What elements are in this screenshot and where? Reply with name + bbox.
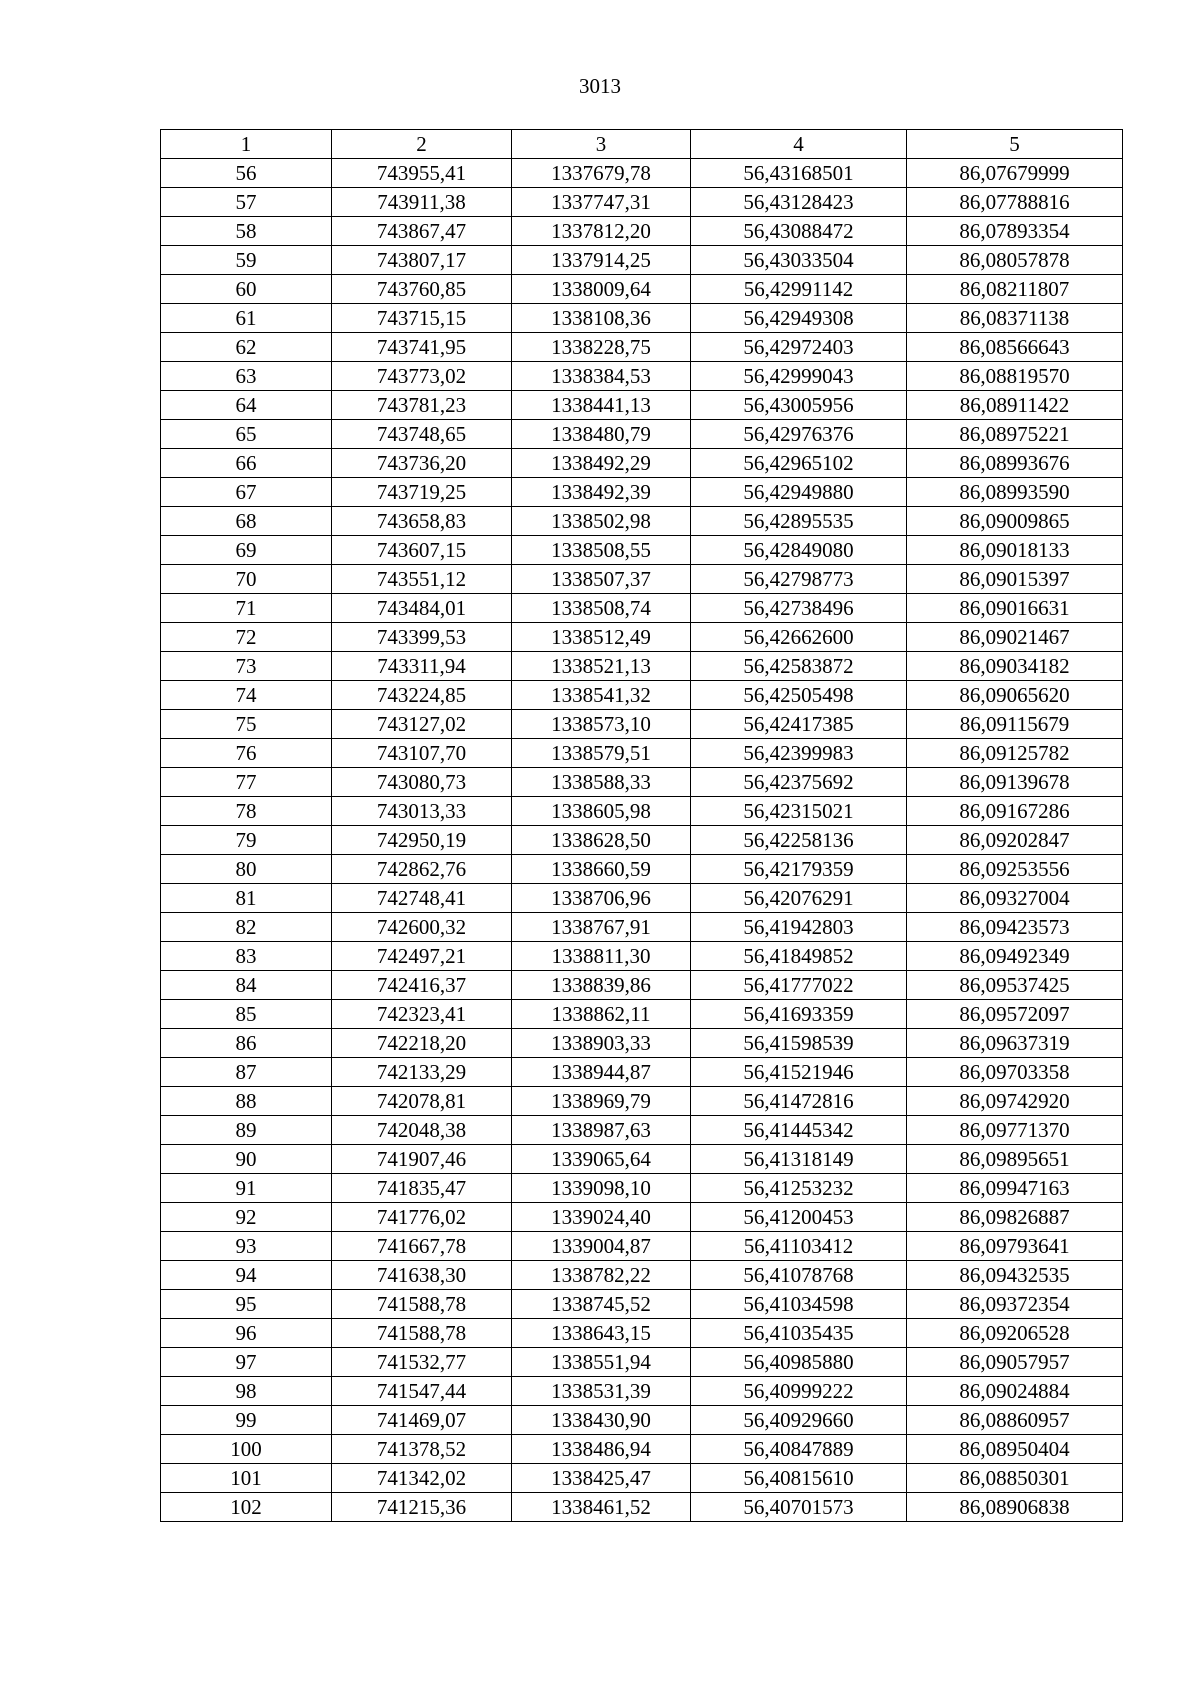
x-coordinate-cell: 743107,70 — [332, 739, 512, 768]
point-number-cell: 76 — [161, 739, 332, 768]
x-coordinate-cell: 741547,44 — [332, 1377, 512, 1406]
x-coordinate-cell: 741469,07 — [332, 1406, 512, 1435]
longitude-cell: 86,08993590 — [907, 478, 1123, 507]
point-number-cell: 94 — [161, 1261, 332, 1290]
longitude-cell: 86,09742920 — [907, 1087, 1123, 1116]
x-coordinate-cell: 741776,02 — [332, 1203, 512, 1232]
y-coordinate-cell: 1338009,64 — [512, 275, 691, 304]
longitude-cell: 86,09793641 — [907, 1232, 1123, 1261]
table-row — [161, 1261, 1123, 1290]
latitude-cell: 56,40929660 — [691, 1406, 907, 1435]
table-row — [161, 275, 1123, 304]
point-number-cell: 88 — [161, 1087, 332, 1116]
point-number-cell: 70 — [161, 565, 332, 594]
table-row — [161, 623, 1123, 652]
longitude-cell: 86,09024884 — [907, 1377, 1123, 1406]
column-header: 2 — [332, 130, 512, 159]
longitude-cell: 86,08850301 — [907, 1464, 1123, 1493]
table-row — [161, 652, 1123, 681]
longitude-cell: 86,09125782 — [907, 739, 1123, 768]
point-number-cell: 87 — [161, 1058, 332, 1087]
y-coordinate-cell: 1339065,64 — [512, 1145, 691, 1174]
point-number-cell: 83 — [161, 942, 332, 971]
latitude-cell: 56,42798773 — [691, 565, 907, 594]
table-row — [161, 1290, 1123, 1319]
y-coordinate-cell: 1338486,94 — [512, 1435, 691, 1464]
x-coordinate-cell: 743741,95 — [332, 333, 512, 362]
point-number-cell: 67 — [161, 478, 332, 507]
point-number-cell: 102 — [161, 1493, 332, 1522]
table-row — [161, 1319, 1123, 1348]
latitude-cell: 56,41472816 — [691, 1087, 907, 1116]
table-row — [161, 159, 1123, 188]
latitude-cell: 56,43128423 — [691, 188, 907, 217]
longitude-cell: 86,09065620 — [907, 681, 1123, 710]
y-coordinate-cell: 1339024,40 — [512, 1203, 691, 1232]
y-coordinate-cell: 1338862,11 — [512, 1000, 691, 1029]
latitude-cell: 56,43033504 — [691, 246, 907, 275]
y-coordinate-cell: 1338508,74 — [512, 594, 691, 623]
longitude-cell: 86,09202847 — [907, 826, 1123, 855]
table-row — [161, 1087, 1123, 1116]
point-number-cell: 63 — [161, 362, 332, 391]
x-coordinate-cell: 743748,65 — [332, 420, 512, 449]
x-coordinate-cell: 741378,52 — [332, 1435, 512, 1464]
y-coordinate-cell: 1338579,51 — [512, 739, 691, 768]
point-number-cell: 95 — [161, 1290, 332, 1319]
column-header: 5 — [907, 130, 1123, 159]
latitude-cell: 56,42738496 — [691, 594, 907, 623]
y-coordinate-cell: 1338507,37 — [512, 565, 691, 594]
x-coordinate-cell: 741638,30 — [332, 1261, 512, 1290]
x-coordinate-cell: 742950,19 — [332, 826, 512, 855]
table-row — [161, 246, 1123, 275]
latitude-cell: 56,41942803 — [691, 913, 907, 942]
y-coordinate-cell: 1338767,91 — [512, 913, 691, 942]
point-number-cell: 69 — [161, 536, 332, 565]
coordinates-table — [160, 129, 1123, 1522]
table-row — [161, 797, 1123, 826]
y-coordinate-cell: 1339098,10 — [512, 1174, 691, 1203]
x-coordinate-cell: 741588,78 — [332, 1319, 512, 1348]
x-coordinate-cell: 741667,78 — [332, 1232, 512, 1261]
point-number-cell: 93 — [161, 1232, 332, 1261]
longitude-cell: 86,08993676 — [907, 449, 1123, 478]
y-coordinate-cell: 1338512,49 — [512, 623, 691, 652]
longitude-cell: 86,08911422 — [907, 391, 1123, 420]
table-row — [161, 1203, 1123, 1232]
point-number-cell: 58 — [161, 217, 332, 246]
x-coordinate-cell: 742748,41 — [332, 884, 512, 913]
x-coordinate-cell: 742218,20 — [332, 1029, 512, 1058]
point-number-cell: 92 — [161, 1203, 332, 1232]
x-coordinate-cell: 741835,47 — [332, 1174, 512, 1203]
point-number-cell: 91 — [161, 1174, 332, 1203]
x-coordinate-cell: 743773,02 — [332, 362, 512, 391]
longitude-cell: 86,08211807 — [907, 275, 1123, 304]
point-number-cell: 73 — [161, 652, 332, 681]
point-number-cell: 81 — [161, 884, 332, 913]
x-coordinate-cell: 743551,12 — [332, 565, 512, 594]
longitude-cell: 86,09009865 — [907, 507, 1123, 536]
table-row — [161, 420, 1123, 449]
latitude-cell: 56,42315021 — [691, 797, 907, 826]
latitude-cell: 56,42991142 — [691, 275, 907, 304]
latitude-cell: 56,42849080 — [691, 536, 907, 565]
longitude-cell: 86,09537425 — [907, 971, 1123, 1000]
longitude-cell: 86,09021467 — [907, 623, 1123, 652]
longitude-cell: 86,09167286 — [907, 797, 1123, 826]
latitude-cell: 56,43168501 — [691, 159, 907, 188]
y-coordinate-cell: 1338839,86 — [512, 971, 691, 1000]
y-coordinate-cell: 1338492,29 — [512, 449, 691, 478]
x-coordinate-cell: 743607,15 — [332, 536, 512, 565]
x-coordinate-cell: 743080,73 — [332, 768, 512, 797]
latitude-cell: 56,41777022 — [691, 971, 907, 1000]
x-coordinate-cell: 741342,02 — [332, 1464, 512, 1493]
table-row — [161, 826, 1123, 855]
latitude-cell: 56,41521946 — [691, 1058, 907, 1087]
table-row — [161, 507, 1123, 536]
longitude-cell: 86,09637319 — [907, 1029, 1123, 1058]
table-row — [161, 1377, 1123, 1406]
latitude-cell: 56,42076291 — [691, 884, 907, 913]
point-number-cell: 86 — [161, 1029, 332, 1058]
table-row — [161, 884, 1123, 913]
x-coordinate-cell: 743013,33 — [332, 797, 512, 826]
table-row — [161, 536, 1123, 565]
point-number-cell: 100 — [161, 1435, 332, 1464]
latitude-cell: 56,42972403 — [691, 333, 907, 362]
longitude-cell: 86,08566643 — [907, 333, 1123, 362]
point-number-cell: 75 — [161, 710, 332, 739]
latitude-cell: 56,41693359 — [691, 1000, 907, 1029]
latitude-cell: 56,40815610 — [691, 1464, 907, 1493]
point-number-cell: 66 — [161, 449, 332, 478]
table-row — [161, 478, 1123, 507]
latitude-cell: 56,42375692 — [691, 768, 907, 797]
point-number-cell: 99 — [161, 1406, 332, 1435]
point-number-cell: 59 — [161, 246, 332, 275]
column-header: 1 — [161, 130, 332, 159]
table-row — [161, 1058, 1123, 1087]
x-coordinate-cell: 743736,20 — [332, 449, 512, 478]
latitude-cell: 56,42662600 — [691, 623, 907, 652]
x-coordinate-cell: 743911,38 — [332, 188, 512, 217]
table-row — [161, 1406, 1123, 1435]
latitude-cell: 56,41253232 — [691, 1174, 907, 1203]
latitude-cell: 56,41035435 — [691, 1319, 907, 1348]
table-row — [161, 681, 1123, 710]
point-number-cell: 79 — [161, 826, 332, 855]
longitude-cell: 86,09018133 — [907, 536, 1123, 565]
table-row — [161, 565, 1123, 594]
y-coordinate-cell: 1338541,32 — [512, 681, 691, 710]
latitude-cell: 56,42399983 — [691, 739, 907, 768]
y-coordinate-cell: 1338660,59 — [512, 855, 691, 884]
latitude-cell: 56,42949308 — [691, 304, 907, 333]
y-coordinate-cell: 1338588,33 — [512, 768, 691, 797]
longitude-cell: 86,09703358 — [907, 1058, 1123, 1087]
point-number-cell: 74 — [161, 681, 332, 710]
longitude-cell: 86,09327004 — [907, 884, 1123, 913]
table-row — [161, 855, 1123, 884]
point-number-cell: 72 — [161, 623, 332, 652]
x-coordinate-cell: 743760,85 — [332, 275, 512, 304]
y-coordinate-cell: 1338551,94 — [512, 1348, 691, 1377]
longitude-cell: 86,09572097 — [907, 1000, 1123, 1029]
longitude-cell: 86,09895651 — [907, 1145, 1123, 1174]
point-number-cell: 84 — [161, 971, 332, 1000]
x-coordinate-cell: 743127,02 — [332, 710, 512, 739]
latitude-cell: 56,41034598 — [691, 1290, 907, 1319]
x-coordinate-cell: 743224,85 — [332, 681, 512, 710]
table-row — [161, 391, 1123, 420]
longitude-cell: 86,09057957 — [907, 1348, 1123, 1377]
y-coordinate-cell: 1339004,87 — [512, 1232, 691, 1261]
longitude-cell: 86,09034182 — [907, 652, 1123, 681]
longitude-cell: 86,08975221 — [907, 420, 1123, 449]
point-number-cell: 64 — [161, 391, 332, 420]
x-coordinate-cell: 741215,36 — [332, 1493, 512, 1522]
longitude-cell: 86,08057878 — [907, 246, 1123, 275]
table-row — [161, 1174, 1123, 1203]
point-number-cell: 65 — [161, 420, 332, 449]
longitude-cell: 86,09947163 — [907, 1174, 1123, 1203]
longitude-cell: 86,07679999 — [907, 159, 1123, 188]
y-coordinate-cell: 1338573,10 — [512, 710, 691, 739]
table-row — [161, 971, 1123, 1000]
x-coordinate-cell: 741588,78 — [332, 1290, 512, 1319]
longitude-cell: 86,09139678 — [907, 768, 1123, 797]
point-number-cell: 56 — [161, 159, 332, 188]
point-number-cell: 90 — [161, 1145, 332, 1174]
x-coordinate-cell: 742133,29 — [332, 1058, 512, 1087]
y-coordinate-cell: 1338508,55 — [512, 536, 691, 565]
longitude-cell: 86,09015397 — [907, 565, 1123, 594]
table-row — [161, 710, 1123, 739]
y-coordinate-cell: 1337679,78 — [512, 159, 691, 188]
table-row — [161, 333, 1123, 362]
y-coordinate-cell: 1338425,47 — [512, 1464, 691, 1493]
latitude-cell: 56,42417385 — [691, 710, 907, 739]
latitude-cell: 56,42949880 — [691, 478, 907, 507]
table-body — [161, 159, 1123, 1522]
longitude-cell: 86,08860957 — [907, 1406, 1123, 1435]
longitude-cell: 86,09826887 — [907, 1203, 1123, 1232]
point-number-cell: 68 — [161, 507, 332, 536]
y-coordinate-cell: 1338944,87 — [512, 1058, 691, 1087]
longitude-cell: 86,08371138 — [907, 304, 1123, 333]
point-number-cell: 71 — [161, 594, 332, 623]
x-coordinate-cell: 743807,17 — [332, 246, 512, 275]
latitude-cell: 56,40999222 — [691, 1377, 907, 1406]
y-coordinate-cell: 1338605,98 — [512, 797, 691, 826]
point-number-cell: 61 — [161, 304, 332, 333]
latitude-cell: 56,41598539 — [691, 1029, 907, 1058]
latitude-cell: 56,43005956 — [691, 391, 907, 420]
longitude-cell: 86,09253556 — [907, 855, 1123, 884]
y-coordinate-cell: 1338441,13 — [512, 391, 691, 420]
table-row — [161, 188, 1123, 217]
latitude-cell: 56,42505498 — [691, 681, 907, 710]
y-coordinate-cell: 1338480,79 — [512, 420, 691, 449]
x-coordinate-cell: 743311,94 — [332, 652, 512, 681]
x-coordinate-cell: 743484,01 — [332, 594, 512, 623]
longitude-cell: 86,09115679 — [907, 710, 1123, 739]
longitude-cell: 86,09372354 — [907, 1290, 1123, 1319]
table-row — [161, 942, 1123, 971]
table-row — [161, 449, 1123, 478]
latitude-cell: 56,41200453 — [691, 1203, 907, 1232]
y-coordinate-cell: 1337747,31 — [512, 188, 691, 217]
x-coordinate-cell: 742323,41 — [332, 1000, 512, 1029]
point-number-cell: 57 — [161, 188, 332, 217]
table-header-row — [161, 130, 1123, 159]
longitude-cell: 86,09771370 — [907, 1116, 1123, 1145]
point-number-cell: 62 — [161, 333, 332, 362]
x-coordinate-cell: 743719,25 — [332, 478, 512, 507]
y-coordinate-cell: 1338903,33 — [512, 1029, 691, 1058]
point-number-cell: 77 — [161, 768, 332, 797]
latitude-cell: 56,41849852 — [691, 942, 907, 971]
y-coordinate-cell: 1338811,30 — [512, 942, 691, 971]
table-row — [161, 1493, 1123, 1522]
table-row — [161, 1145, 1123, 1174]
y-coordinate-cell: 1338461,52 — [512, 1493, 691, 1522]
point-number-cell: 101 — [161, 1464, 332, 1493]
y-coordinate-cell: 1338987,63 — [512, 1116, 691, 1145]
x-coordinate-cell: 743955,41 — [332, 159, 512, 188]
latitude-cell: 56,42999043 — [691, 362, 907, 391]
y-coordinate-cell: 1337812,20 — [512, 217, 691, 246]
x-coordinate-cell: 743867,47 — [332, 217, 512, 246]
point-number-cell: 60 — [161, 275, 332, 304]
longitude-cell: 86,07893354 — [907, 217, 1123, 246]
y-coordinate-cell: 1338745,52 — [512, 1290, 691, 1319]
latitude-cell: 56,41103412 — [691, 1232, 907, 1261]
latitude-cell: 56,41318149 — [691, 1145, 907, 1174]
longitude-cell: 86,07788816 — [907, 188, 1123, 217]
x-coordinate-cell: 742862,76 — [332, 855, 512, 884]
y-coordinate-cell: 1338502,98 — [512, 507, 691, 536]
latitude-cell: 56,42895535 — [691, 507, 907, 536]
y-coordinate-cell: 1338643,15 — [512, 1319, 691, 1348]
y-coordinate-cell: 1338384,53 — [512, 362, 691, 391]
table-row — [161, 1348, 1123, 1377]
y-coordinate-cell: 1338782,22 — [512, 1261, 691, 1290]
point-number-cell: 97 — [161, 1348, 332, 1377]
x-coordinate-cell: 741907,46 — [332, 1145, 512, 1174]
longitude-cell: 86,08906838 — [907, 1493, 1123, 1522]
y-coordinate-cell: 1338969,79 — [512, 1087, 691, 1116]
latitude-cell: 56,40847889 — [691, 1435, 907, 1464]
latitude-cell: 56,42976376 — [691, 420, 907, 449]
table-row — [161, 913, 1123, 942]
table-row — [161, 739, 1123, 768]
x-coordinate-cell: 742497,21 — [332, 942, 512, 971]
table-row — [161, 362, 1123, 391]
point-number-cell: 78 — [161, 797, 332, 826]
x-coordinate-cell: 742078,81 — [332, 1087, 512, 1116]
longitude-cell: 86,08950404 — [907, 1435, 1123, 1464]
x-coordinate-cell: 743658,83 — [332, 507, 512, 536]
y-coordinate-cell: 1338521,13 — [512, 652, 691, 681]
latitude-cell: 56,42258136 — [691, 826, 907, 855]
x-coordinate-cell: 743715,15 — [332, 304, 512, 333]
table-row — [161, 1000, 1123, 1029]
latitude-cell: 56,40701573 — [691, 1493, 907, 1522]
table-row — [161, 1464, 1123, 1493]
latitude-cell: 56,41445342 — [691, 1116, 907, 1145]
y-coordinate-cell: 1338531,39 — [512, 1377, 691, 1406]
table-row — [161, 1116, 1123, 1145]
table-row — [161, 304, 1123, 333]
y-coordinate-cell: 1338228,75 — [512, 333, 691, 362]
table-row — [161, 1435, 1123, 1464]
y-coordinate-cell: 1338706,96 — [512, 884, 691, 913]
x-coordinate-cell: 742416,37 — [332, 971, 512, 1000]
y-coordinate-cell: 1338628,50 — [512, 826, 691, 855]
point-number-cell: 82 — [161, 913, 332, 942]
point-number-cell: 89 — [161, 1116, 332, 1145]
longitude-cell: 86,09423573 — [907, 913, 1123, 942]
latitude-cell: 56,43088472 — [691, 217, 907, 246]
longitude-cell: 86,09492349 — [907, 942, 1123, 971]
column-header: 4 — [691, 130, 907, 159]
table-row — [161, 594, 1123, 623]
point-number-cell: 85 — [161, 1000, 332, 1029]
point-number-cell: 96 — [161, 1319, 332, 1348]
point-number-cell: 98 — [161, 1377, 332, 1406]
y-coordinate-cell: 1338430,90 — [512, 1406, 691, 1435]
x-coordinate-cell: 741532,77 — [332, 1348, 512, 1377]
column-header: 3 — [512, 130, 691, 159]
page-number: 3013 — [579, 74, 621, 98]
x-coordinate-cell: 742600,32 — [332, 913, 512, 942]
table-row — [161, 217, 1123, 246]
y-coordinate-cell: 1337914,25 — [512, 246, 691, 275]
latitude-cell: 56,41078768 — [691, 1261, 907, 1290]
y-coordinate-cell: 1338108,36 — [512, 304, 691, 333]
table-row — [161, 1029, 1123, 1058]
table-row — [161, 1232, 1123, 1261]
longitude-cell: 86,09206528 — [907, 1319, 1123, 1348]
x-coordinate-cell: 743399,53 — [332, 623, 512, 652]
latitude-cell: 56,42965102 — [691, 449, 907, 478]
x-coordinate-cell: 742048,38 — [332, 1116, 512, 1145]
longitude-cell: 86,09016631 — [907, 594, 1123, 623]
latitude-cell: 56,42179359 — [691, 855, 907, 884]
latitude-cell: 56,40985880 — [691, 1348, 907, 1377]
x-coordinate-cell: 743781,23 — [332, 391, 512, 420]
longitude-cell: 86,08819570 — [907, 362, 1123, 391]
point-number-cell: 80 — [161, 855, 332, 884]
y-coordinate-cell: 1338492,39 — [512, 478, 691, 507]
table-row — [161, 768, 1123, 797]
longitude-cell: 86,09432535 — [907, 1261, 1123, 1290]
latitude-cell: 56,42583872 — [691, 652, 907, 681]
